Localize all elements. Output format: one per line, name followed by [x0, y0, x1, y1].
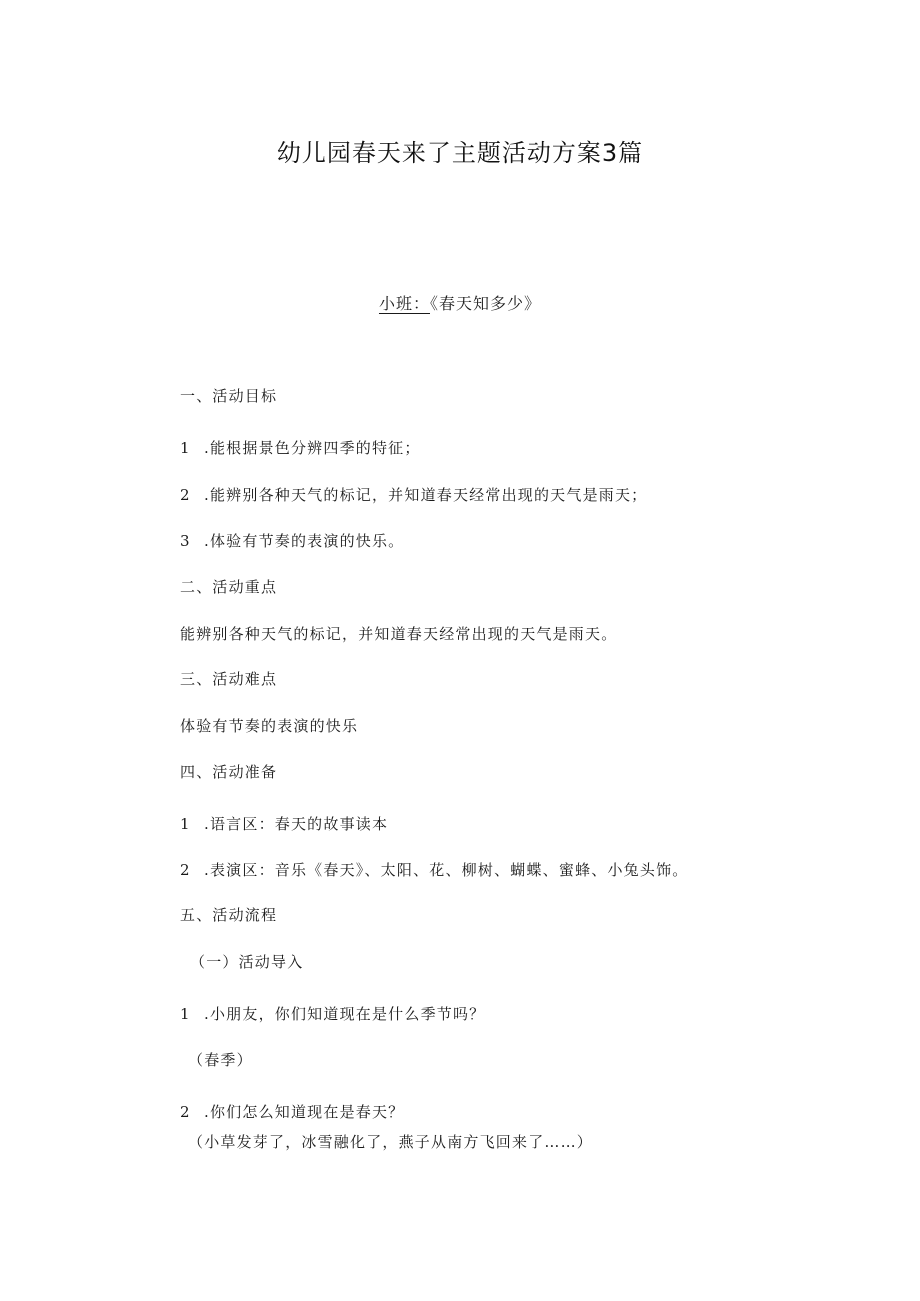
goal-number: 2: [180, 486, 191, 504]
goal-number: 3: [180, 532, 191, 550]
prep-item-1: [180, 814, 388, 834]
prep-item-2: [180, 860, 688, 880]
subtitle-book-title: 《春天知多少》: [430, 294, 542, 313]
question-text: .你们怎么知道现在是春天？: [204, 1103, 405, 1121]
process-answer-2: （小草发芽了，冰雪融化了，燕子从南方飞回来了……）: [188, 1133, 594, 1151]
goal-text: .体验有节奏的表演的快乐。: [204, 532, 405, 550]
question-number: 1: [180, 1005, 191, 1023]
focus-text: 能辨别各种天气的标记，并知道春天经常出现的天气是雨天。: [180, 625, 618, 643]
focus-heading: 二、活动重点: [180, 578, 278, 596]
goal-item-1: [180, 438, 421, 458]
subtitle-class-label: 小班：: [378, 294, 430, 313]
goal-text: .能辨别各种天气的标记，并知道春天经常出现的天气是雨天；: [204, 486, 648, 504]
process-subheading: （一）活动导入: [190, 953, 304, 971]
process-question-2: [180, 1102, 404, 1122]
goals-heading: 一、活动目标: [180, 387, 278, 405]
difficulty-heading: 三、活动难点: [180, 670, 278, 688]
difficulty-text: 体验有节奏的表演的快乐: [180, 717, 359, 735]
prep-number: 2: [180, 861, 191, 879]
prep-text: .表演区：音乐《春天》、太阳、花、柳树、蝴蝶、蜜蜂、小兔头饰。: [204, 861, 689, 879]
goal-item-3: [180, 531, 404, 551]
process-answer-1: （春季）: [188, 1051, 253, 1069]
prep-text: .语言区：春天的故事读本: [204, 815, 389, 833]
question-text: .小朋友，你们知道现在是什么季节吗？: [204, 1005, 486, 1023]
process-question-1: [180, 1004, 485, 1024]
process-heading: 五、活动流程: [180, 906, 278, 924]
question-number: 2: [180, 1103, 191, 1121]
document-title: 幼儿园春天来了主题活动方案3篇: [276, 139, 644, 167]
prep-heading: 四、活动准备: [180, 763, 278, 781]
goal-text: .能根据景色分辨四季的特征；: [204, 439, 421, 457]
prep-number: 1: [180, 815, 191, 833]
section-subtitle: [0, 291, 920, 314]
goal-item-2: [180, 485, 647, 505]
goal-number: 1: [180, 439, 191, 457]
